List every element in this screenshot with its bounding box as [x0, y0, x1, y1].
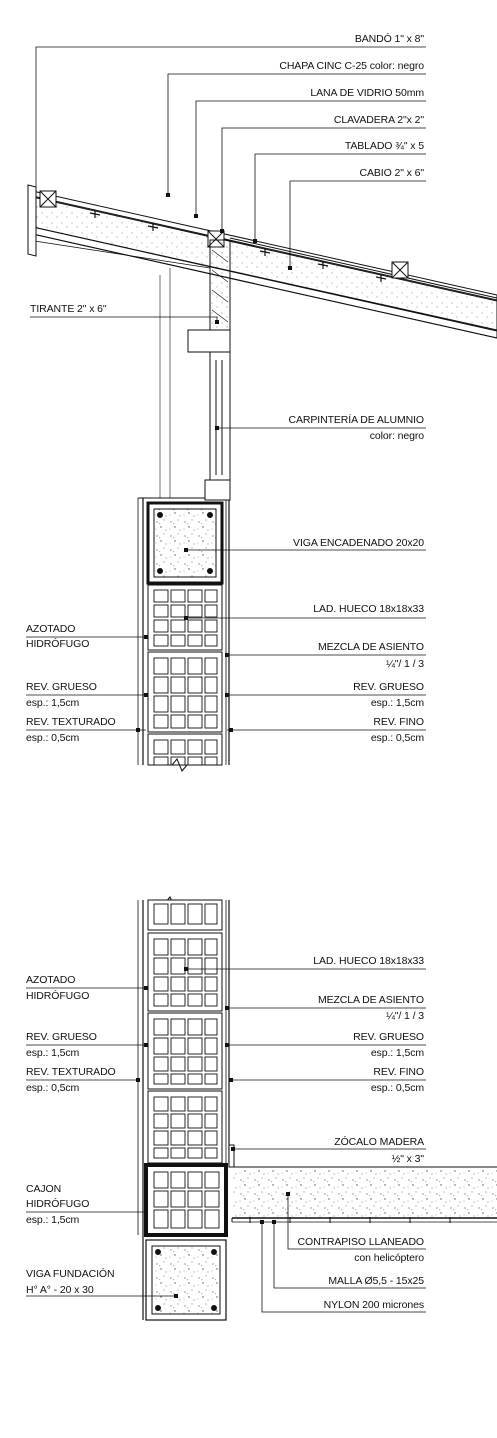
label-rev-grueso-left-bottom-esp: esp.: 1,5cm — [26, 1047, 80, 1059]
label-chapa-cinc: CHAPA CINC C-25 color: negro — [279, 60, 424, 72]
label-cajon-esp: esp.: 1,5cm — [26, 1214, 80, 1226]
label-rev-fino-bottom-esp: esp.: 0,5cm — [370, 1082, 424, 1094]
label-rev-fino-top-esp: esp.: 0,5cm — [370, 732, 424, 744]
label-lad-hueco-top: LAD. HUECO 18x18x33 — [313, 603, 424, 615]
label-cabio: CABIO 2" x 6" — [359, 167, 424, 179]
label-rev-grueso-right-bottom-esp: esp.: 1,5cm — [370, 1047, 424, 1059]
label-rev-texturado-top: REV. TEXTURADO — [26, 716, 116, 728]
label-carpinteria-color: color: negro — [369, 430, 424, 442]
label-rev-grueso-left-top: REV. GRUESO — [26, 681, 97, 693]
label-tablado: TABLADO ¾" x 5 — [344, 140, 424, 152]
label-contrapiso-sub: con helicóptero — [354, 1252, 424, 1264]
label-mezcla-top: MEZCLA DE ASIENTO — [317, 641, 424, 653]
label-cajon-1: CAJON — [26, 1183, 62, 1195]
label-rev-grueso-right-top-esp: esp.: 1,5cm — [370, 697, 424, 709]
label-zocalo-size: ½" x 3" — [391, 1153, 424, 1165]
label-rev-grueso-left-bottom: REV. GRUESO — [26, 1031, 97, 1043]
label-bando: BANDÓ 1" x 8" — [354, 33, 424, 45]
label-rev-grueso-left-top-esp: esp.: 1,5cm — [26, 697, 80, 709]
label-mezcla-top-ratio: ¼"/ 1 / 3 — [386, 658, 424, 670]
label-clavadera: CLAVADERA 2"x 2" — [333, 114, 424, 126]
label-zocalo: ZÓCALO MADERA — [334, 1136, 424, 1148]
label-lana-vidrio: LANA DE VIDRIO 50mm — [310, 87, 424, 99]
label-azotado-bottom-2: HIDRÓFUGO — [26, 990, 90, 1002]
label-malla: MALLA Ø5,5 - 15x25 — [328, 1275, 424, 1287]
label-rev-grueso-right-bottom: REV. GRUESO — [353, 1031, 424, 1043]
label-viga-fundacion-1: VIGA FUNDACIÓN — [26, 1268, 115, 1280]
label-mezcla-bottom-ratio: ¼"/ 1 / 3 — [386, 1010, 424, 1022]
label-rev-grueso-right-top: REV. GRUESO — [353, 681, 424, 693]
label-azotado-top-1: AZOTADO — [26, 623, 76, 635]
label-azotado-top-2: HIDRÓFUGO — [26, 638, 90, 650]
wall-section-top — [138, 498, 229, 771]
label-azotado-bottom-1: AZOTADO — [26, 974, 76, 986]
label-lad-hueco-bottom: LAD. HUECO 18x18x33 — [313, 955, 424, 967]
label-rev-fino-bottom: REV. FINO — [373, 1066, 424, 1078]
label-carpinteria: CARPINTERÍA DE ALUMNIO — [288, 414, 424, 426]
label-nylon: NYLON 200 micrones — [323, 1299, 424, 1311]
label-viga-fundacion-2: H° A° - 20 x 30 — [26, 1284, 94, 1296]
label-mezcla-bottom: MEZCLA DE ASIENTO — [317, 994, 424, 1006]
roof-section — [28, 185, 497, 500]
label-rev-fino-top: REV. FINO — [373, 716, 424, 728]
label-rev-texturado-bottom: REV. TEXTURADO — [26, 1066, 116, 1078]
label-contrapiso: CONTRAPISO LLANEADO — [297, 1236, 424, 1248]
label-viga-encadenado: VIGA ENCADENADO 20x20 — [293, 537, 424, 549]
label-cajon-2: HIDRÓFUGO — [26, 1198, 90, 1210]
label-tirante: TIRANTE 2" x 6" — [30, 303, 107, 315]
label-rev-texturado-bottom-esp: esp.: 0,5cm — [26, 1082, 80, 1094]
label-rev-texturado-top-esp: esp.: 0,5cm — [26, 732, 80, 744]
